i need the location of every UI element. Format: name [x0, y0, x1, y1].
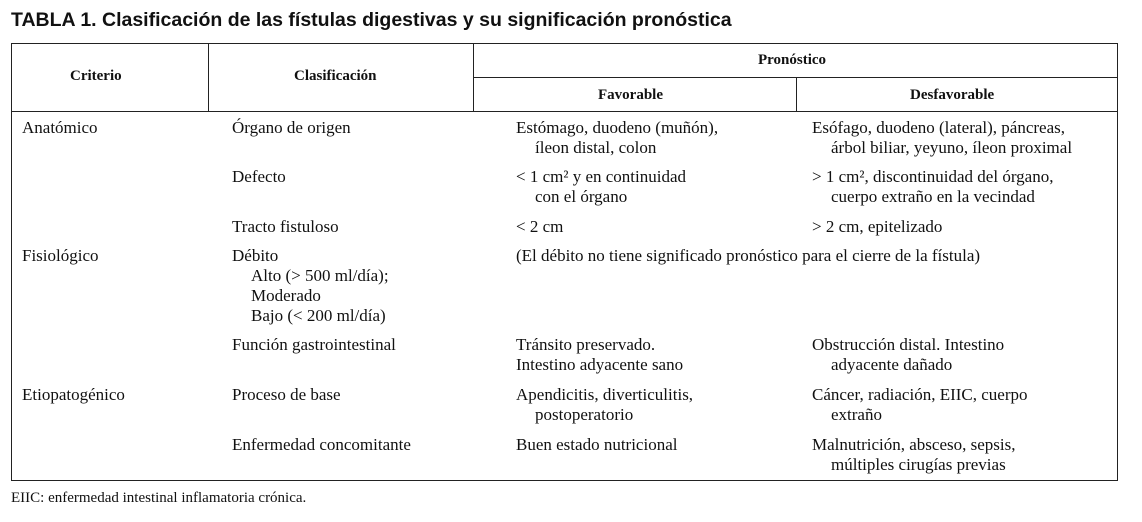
row-fisiologico-criterio: Fisiológico — [22, 246, 99, 265]
header-divider-1 — [208, 44, 209, 111]
row-etiopatogenico-criterio: Etiopatogénico — [22, 385, 125, 404]
row-debito-span: (El débito no tiene significado pronóstico para el cierre de la fístula) — [516, 246, 981, 265]
row-defecto-favorable — [516, 167, 686, 207]
cell-line: Apendicitis, diverticulitis, — [516, 385, 694, 404]
row-defecto-clasificacion: Defecto — [232, 167, 286, 186]
cell-line: adyacente dañado — [831, 355, 953, 374]
cell-line: Tránsito preservado. — [516, 335, 656, 354]
row-tracto-favorable — [516, 217, 563, 237]
row-funcion-desfavorable — [812, 335, 1004, 375]
header-favorable: Favorable — [598, 87, 663, 103]
row-enfermedad-favorable — [516, 435, 677, 455]
cell-line: Malnutrición, absceso, sepsis, — [812, 435, 1016, 454]
table-footnote: EIIC: enfermedad intestinal inflamatoria crónica. — [11, 490, 307, 506]
cell-line: Bajo (< 200 ml/día) — [251, 306, 386, 325]
cell-line: Intestino adyacente sano — [516, 355, 684, 374]
header-desfavorable: Desfavorable — [910, 87, 995, 103]
row-organo-desfavorable — [812, 118, 1072, 158]
cell-line: > 1 cm², discontinuidad del órgano, — [812, 167, 1054, 186]
cell-line: Alto (> 500 ml/día); — [251, 266, 389, 285]
cell-line: postoperatorio — [535, 405, 634, 424]
cell-line: Buen estado nutricional — [516, 435, 678, 454]
row-tracto-desfavorable — [812, 217, 942, 237]
table-frame — [11, 43, 1118, 481]
row-funcion-favorable — [516, 335, 683, 375]
row-funcion-clasificacion: Función gastrointestinal — [232, 335, 396, 354]
cell-line: Estómago, duodeno (muñón), — [516, 118, 719, 137]
cell-line: cuerpo extraño en la vecindad — [831, 187, 1035, 206]
cell-line: Cáncer, radiación, EIIC, cuerpo — [812, 385, 1028, 404]
cell-line: < 2 cm — [516, 217, 564, 236]
cell-line: Obstrucción distal. Intestino — [812, 335, 1005, 354]
row-tracto-clasificacion: Tracto fistuloso — [232, 217, 339, 236]
row-defecto-desfavorable — [812, 167, 1053, 207]
row-proceso-favorable — [516, 385, 693, 425]
row-enfermedad-clasificacion: Enfermedad concomitante — [232, 435, 411, 454]
header-criterio: Criterio — [70, 68, 122, 84]
header-bottom-line — [12, 111, 1118, 112]
row-proceso-desfavorable — [812, 385, 1028, 425]
cell-line: extraño — [831, 405, 882, 424]
row-debito-clasificacion — [232, 246, 389, 326]
row-organo-clasificacion: Órgano de origen — [232, 118, 351, 137]
cell-line: íleon distal, colon — [535, 138, 657, 157]
row-anatomico-criterio: Anatómico — [22, 118, 98, 137]
cell-line: con el órgano — [535, 187, 628, 206]
cell-line: Débito — [232, 246, 279, 265]
cell-line: Moderado — [251, 286, 321, 305]
favorable-divider — [796, 77, 797, 111]
row-organo-favorable — [516, 118, 718, 158]
cell-line: Esófago, duodeno (lateral), páncreas, — [812, 118, 1065, 137]
header-clasificacion: Clasificación — [294, 68, 377, 84]
header-pronostico: Pronóstico — [758, 52, 827, 68]
cell-line: > 2 cm, epitelizado — [812, 217, 943, 236]
row-proceso-clasificacion: Proceso de base — [232, 385, 341, 404]
row-enfermedad-desfavorable — [812, 435, 1016, 475]
table-title: TABLA 1. Clasificación de las fístulas digestivas y su significación pronóstica — [11, 9, 732, 31]
cell-line: árbol biliar, yeyuno, íleon proximal — [831, 138, 1073, 157]
cell-line: < 1 cm² y en continuidad — [516, 167, 687, 186]
cell-line: múltiples cirugías previas — [831, 455, 1006, 474]
